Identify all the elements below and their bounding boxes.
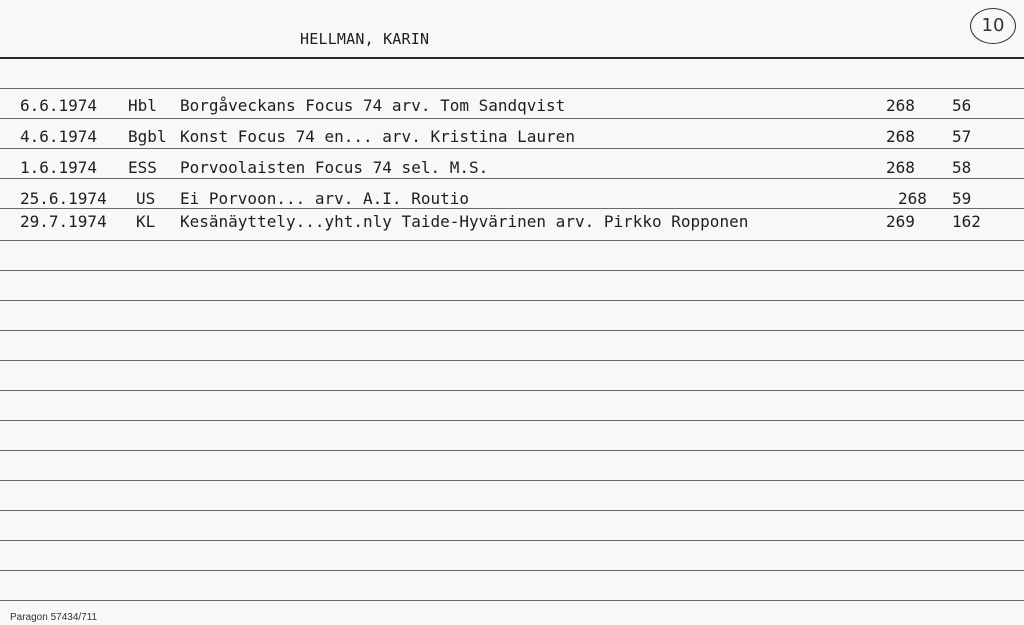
ruled-line (0, 510, 1024, 511)
ruled-line (0, 240, 1024, 241)
ruled-line (0, 300, 1024, 301)
card-title: HELLMAN, KARIN (300, 30, 430, 48)
entry-description: Porvoolaisten Focus 74 sel. M.S. (180, 158, 489, 177)
entry-source: US (136, 189, 156, 208)
ruled-line (0, 88, 1024, 89)
entry-date: 29.7.1974 (20, 212, 107, 231)
entry-date: 25.6.1974 (20, 189, 107, 208)
entry-volume: 268 (886, 158, 915, 177)
entry-description: Borgåveckans Focus 74 arv. Tom Sandqvist (180, 96, 566, 115)
entry-description: Kesänäyttely...yht.nly Taide-Hyvärinen arv. Pirkko Ropponen (180, 212, 749, 231)
ruled-line (0, 420, 1024, 421)
entry-row (0, 154, 1024, 182)
ruled-line (0, 270, 1024, 271)
entry-volume: 268 (886, 127, 915, 146)
entry-row (0, 92, 1024, 120)
ruled-line (0, 450, 1024, 451)
ruled-line (0, 600, 1024, 601)
ruled-line (0, 480, 1024, 481)
entry-description: Ei Porvoon... arv. A.I. Routio (180, 189, 469, 208)
ruled-line (0, 330, 1024, 331)
form-code: Paragon 57434/711 (10, 612, 98, 623)
entry-number: 57 (952, 127, 972, 146)
entry-date: 6.6.1974 (20, 96, 98, 115)
entry-number: 58 (952, 158, 972, 177)
entry-row (0, 123, 1024, 151)
entry-source: Bgbl (128, 127, 167, 146)
entry-source: ESS (128, 158, 157, 177)
entry-volume: 268 (886, 96, 915, 115)
entry-date: 1.6.1974 (20, 158, 98, 177)
card-number: 10 (981, 15, 1005, 36)
entry-description: Konst Focus 74 en... arv. Kristina Lauren (180, 127, 575, 146)
entry-source: KL (136, 212, 156, 231)
entry-row (0, 208, 1024, 236)
entry-source: Hbl (128, 96, 157, 115)
entry-number: 162 (952, 212, 981, 231)
header-rule (0, 57, 1024, 59)
ruled-line (0, 360, 1024, 361)
ruled-line (0, 570, 1024, 571)
ruled-line (0, 390, 1024, 391)
entry-number: 56 (952, 96, 972, 115)
entry-number: 59 (952, 189, 972, 208)
entry-date: 4.6.1974 (20, 127, 98, 146)
ruled-line (0, 540, 1024, 541)
entry-volume: 268 (898, 189, 927, 208)
entry-volume: 269 (886, 212, 915, 231)
card-number-circle (970, 8, 1016, 44)
